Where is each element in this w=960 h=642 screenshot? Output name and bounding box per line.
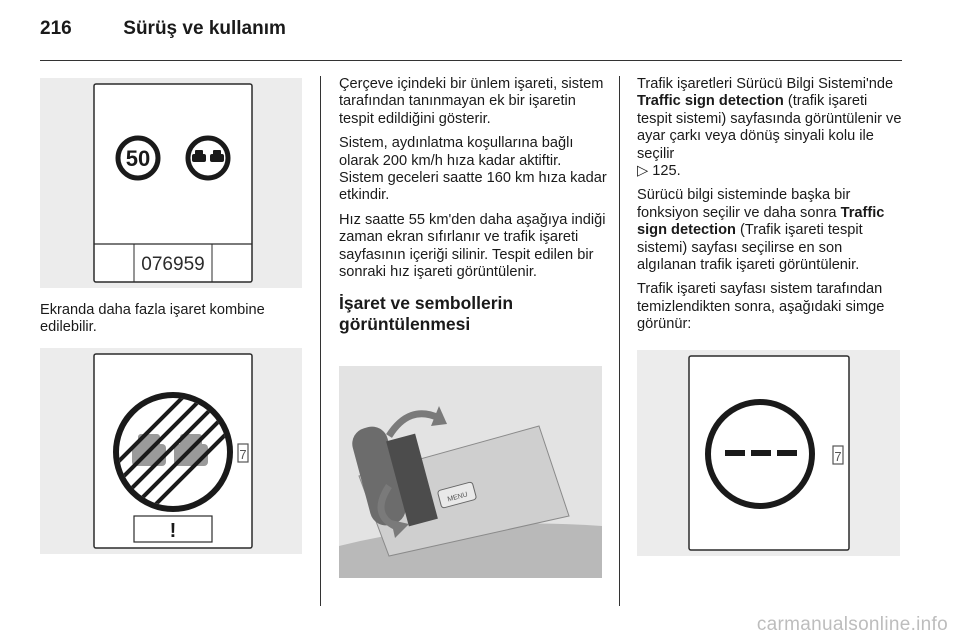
figure-turn-signal-lever (339, 366, 602, 578)
speed-limit-sign-icon (118, 138, 158, 178)
no-sign-detected-icon (708, 402, 812, 506)
tick-value: 7 (239, 447, 247, 462)
no-overtaking-sign-icon (188, 138, 228, 178)
page-ref: 125. (652, 163, 681, 180)
menu-button-label: MENU (446, 491, 469, 504)
term-traffic-sign-detection: Traffic sign detection (637, 93, 784, 110)
section-heading: İşaret ve sembollerin görüntülenmesi (339, 293, 514, 335)
paragraph-display-location: Trafik işaretleri Sürücü Bilgi Sistemi'nde Traffic sign detection (trafik işareti tespit sistemi) sayfasında görüntülenir ve ayar çarkı veya dönüş sinyali kolu ile seçilir ▷ 125. (637, 76, 902, 180)
header-rule (40, 60, 902, 61)
paragraph-cleared-symbol: Trafik işareti sayfası sistem tarafından temizlendikten sonra, aşağıdaki simge görünür: (637, 281, 885, 333)
page-header (40, 18, 286, 40)
speed-limit-display-illustration (40, 78, 302, 288)
exclamation-mark: ! (169, 520, 177, 542)
cleared-display-illustration (637, 350, 900, 556)
paragraph-last-sign: Sürücü bilgi sisteminde başka bir fonksiyon seçilir ve daha sonra Traffic sign detection (Trafik işareti tespit sistemi) sayfası seçilirse en son algılanan trafik işareti görüntülenir. (637, 187, 885, 274)
watermark: carmanualsonline.info (756, 614, 948, 635)
caption-text: Ekranda daha fazla işaret kombine edilebilir. (40, 302, 265, 336)
odometer-code: 076959 (141, 254, 205, 275)
figure-cleared-display (637, 350, 900, 556)
clock-tick-icon (833, 446, 843, 464)
column-divider-2 (619, 76, 620, 606)
paragraph-reset: Hız saatte 55 km'den daha aşağıya indiği zaman ekran sıfırlanır ve trafik işareti sayfasının içeriği silinir. Tespit edilen bir sonraki hız işareti görüntülenir. (339, 211, 606, 281)
column-3-text (637, 76, 903, 341)
paragraph-exclamation: Çerçeve içindeki bir ünlem işareti, sistem tarafından tanınmayan ek bir işaretin tespit edildiğini gösterir. (339, 76, 604, 127)
page-number: 216 (40, 18, 72, 39)
tick-value: 7 (834, 449, 842, 464)
end-no-overtaking-illustration (40, 348, 302, 554)
page-ref-icon: ▷ (637, 163, 649, 180)
term-traffic-sign-detection-2: Traffic sign detection (637, 204, 885, 239)
page-title: Sürüş ve kullanım (123, 18, 286, 39)
paragraph-speed-range: Sistem, aydınlatma koşullarına bağlı olarak 200 km/h hıza kadar aktiftir. Sistem geceleri saatte 160 km hıza kadar etkindir. (339, 135, 607, 204)
figure-speed-limit-display (40, 78, 302, 288)
figure-end-no-overtaking-display (40, 348, 302, 554)
clock-tick-icon (238, 444, 248, 462)
speed-value: 50 (125, 146, 151, 171)
column-divider-1 (320, 76, 321, 606)
turn-signal-lever-illustration (339, 366, 602, 578)
column-2-text (339, 76, 607, 343)
